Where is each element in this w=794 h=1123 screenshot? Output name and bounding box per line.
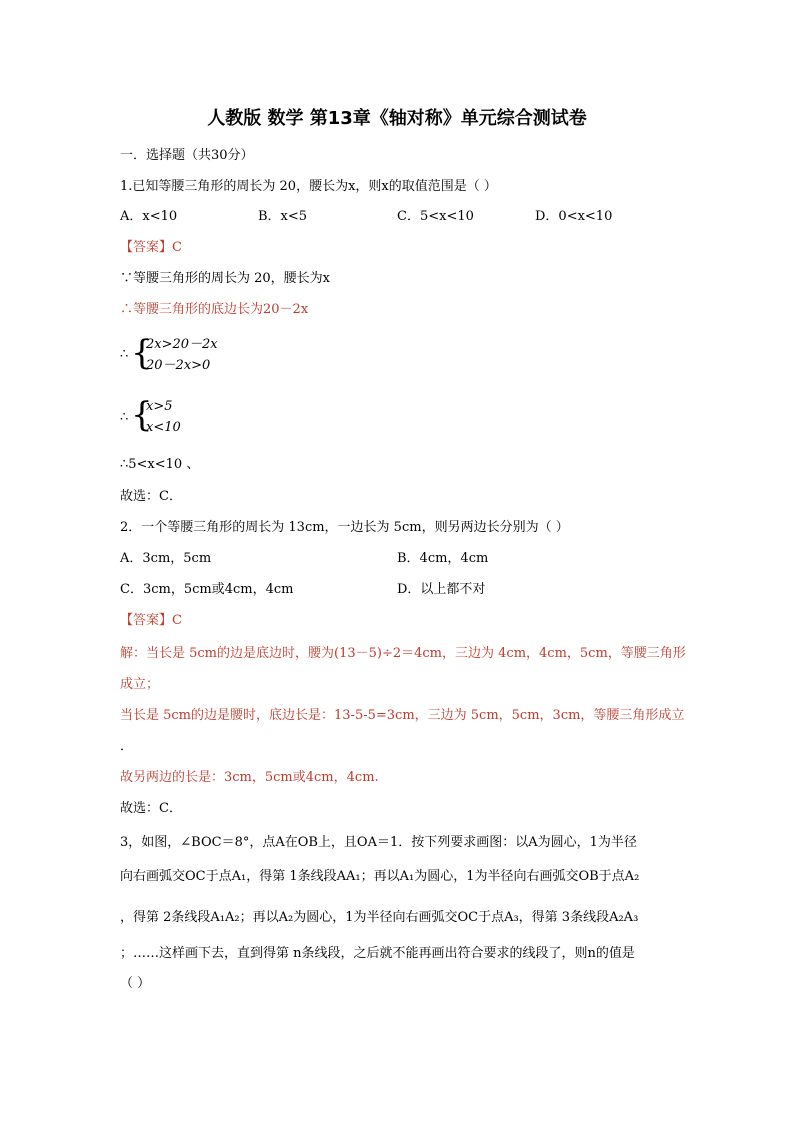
page-title: 人教版 数学 第13章《轴对称》单元综合测试卷 [207,108,587,129]
q2-option-a: A．3cm，5cm [120,551,212,566]
q2-solution-line2b: ． [120,739,134,754]
q3-line3: ，得第 2条线段A₁A₂；再以A₂为圆心，1为半径向右画弧交OC于点A₃，得第 3条线段A₂A₃ [120,910,639,925]
q2-option-c: C．3cm，5cm或4cm，4cm [120,582,294,597]
q2-choose: 故选：C． [120,801,182,816]
q2-solution-line1b: 成立； [120,677,160,692]
q1-option-d: D．0<x<10 [535,209,613,224]
q2-solution-line3: 故另两边的长是：3cm，5cm或4cm，4cm. [120,770,379,785]
q1-option-b: B．x<5 [258,209,308,224]
q1-solution-line2: ∴等腰三角形的底边长为20－2x [120,302,309,317]
q1-system2-brace: { [131,395,153,435]
q3-line4: ；……这样画下去，直到得第 n条线段，之后就不能再画出符合要求的线段了，则n的值是 [120,946,635,961]
q1-system1-therefore: ∴ [120,347,129,362]
q1-system1-eq2: 20－2x>0 [146,358,211,373]
q2-solution-line2: 当长是 5cm的边是腰时，底边长是：13-5-5=3cm，三边为 5cm，5cm，3cm，等腰三角形成立 [120,708,685,723]
q1-option-c: C．5<x<10 [397,209,474,224]
q1-system1-eq1: 2x>20－2x [146,337,218,352]
q1-system2-eq1: x>5 [146,399,173,414]
q2-option-d: D．以上都不对 [397,582,486,597]
q1-option-a: A．x<10 [120,209,178,224]
q2-answer: 【答案】C [120,613,182,628]
q1-system1-brace: { [131,333,153,373]
q1-choose: 故选：C． [120,489,182,504]
q1-solution-line1: ∵等腰三角形的周长为 20，腰长为x [120,271,331,286]
q1-answer: 【答案】C [120,240,182,255]
q1-system2-eq2: x<10 [146,420,181,435]
q2-solution-line1: 解：当长是 5cm的边是底边时，腰为(13－5)÷2＝4cm，三边为 4cm，4cm，5cm，等腰三角形 [120,646,686,661]
q1-solution-result: ∴5<x<10 、 [120,457,200,472]
q3-line5: （ ） [120,976,151,991]
q1-stem: 1.已知等腰三角形的周长为 20，腰长为x，则x的取值范围是（ ） [120,179,497,194]
q2-stem: 2．一个等腰三角形的周长为 13cm，一边长为 5cm，则另两边长分别为（ ） [120,520,569,535]
q1-system2-therefore: ∴ [120,410,129,425]
q3-line1: 3，如图，∠BOC＝8°，点A在OB上，且OA＝1．按下列要求画图：以A为圆心，1为半径 [120,835,637,850]
q3-line2: 向右画弧交OC于点A₁，得第 1条线段AA₁；再以A₁为圆心，1为半径向右画弧交OB于点A₂ [120,869,640,884]
section-heading: 一．选择题（共30分） [120,148,254,163]
q2-option-b: B．4cm，4cm [397,551,489,566]
